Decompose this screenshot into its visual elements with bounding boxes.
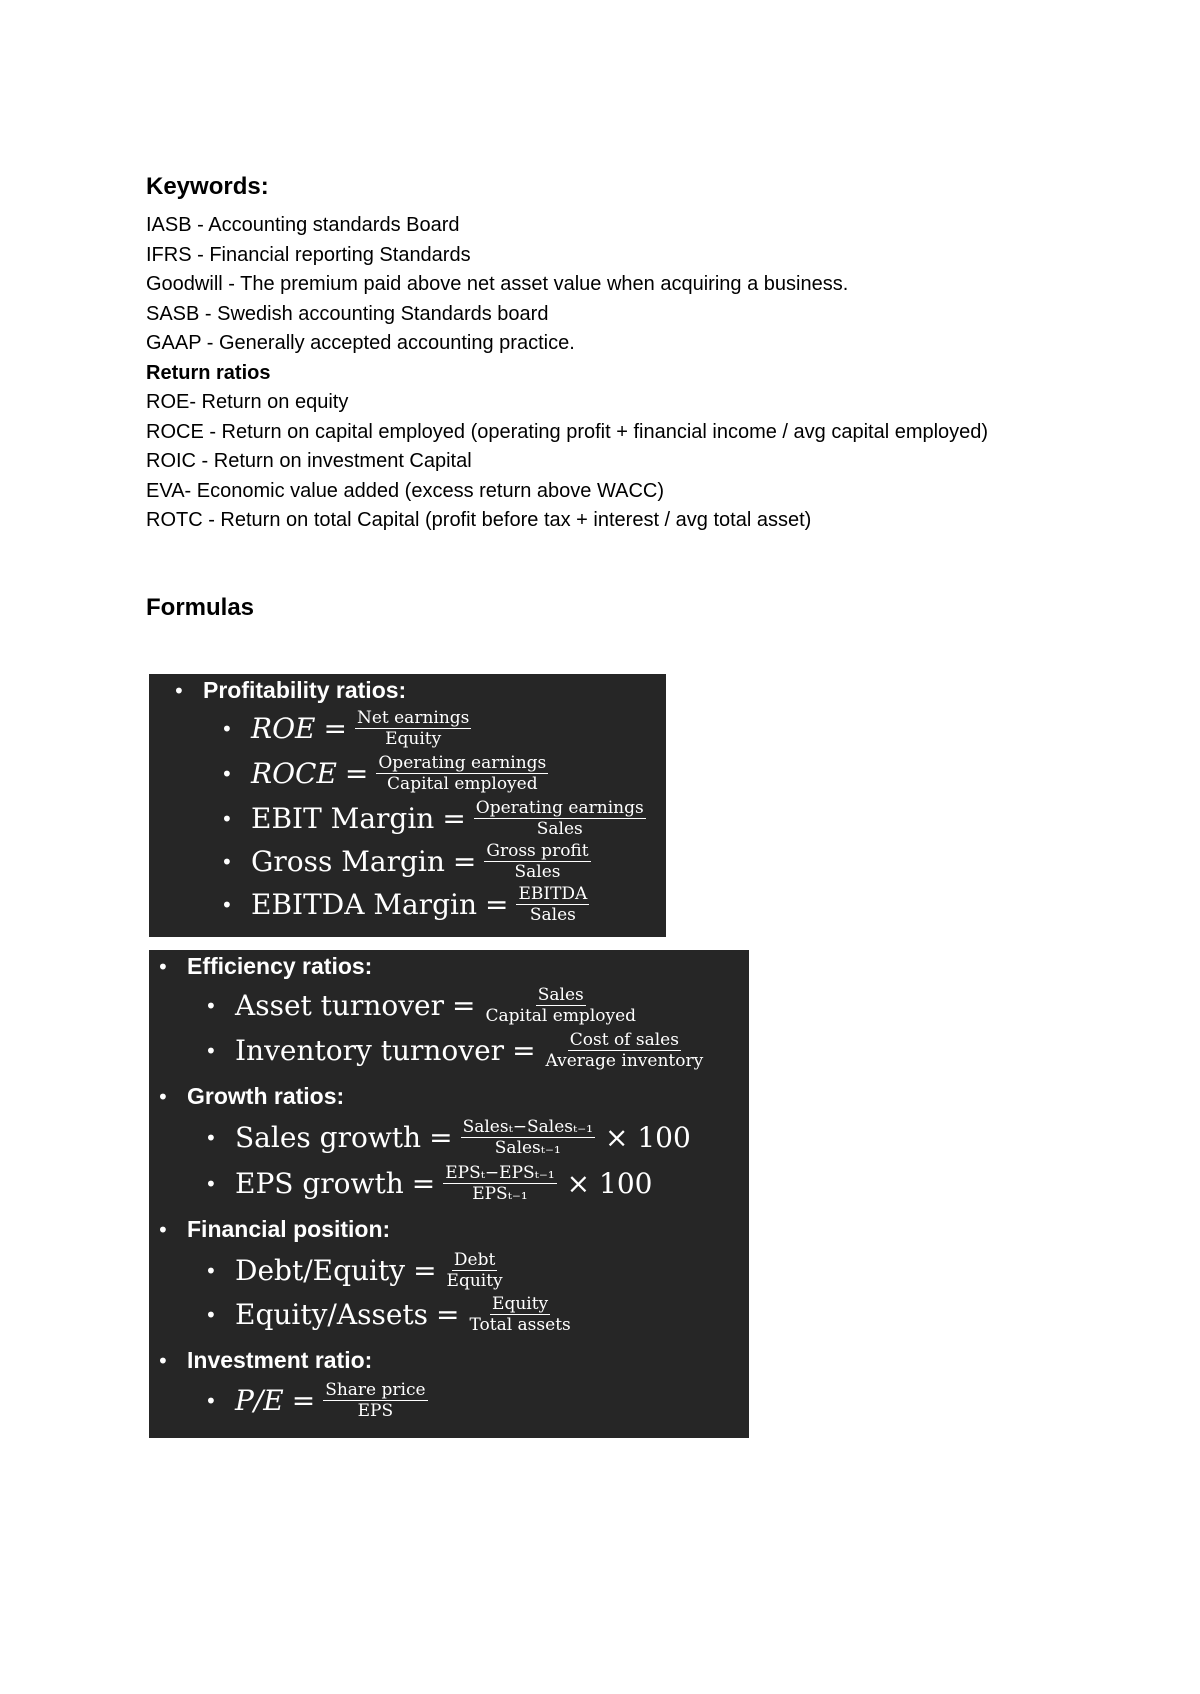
- equals-sign: =: [344, 757, 369, 790]
- formula-lhs: EBITDA Margin: [251, 888, 477, 921]
- formula-ebit-margin: [221, 798, 646, 839]
- numerator: Operating earnings: [475, 798, 644, 818]
- fraction: [323, 1380, 427, 1421]
- numerator: Debt: [453, 1250, 496, 1270]
- formula-roe: [221, 708, 471, 749]
- formula-asset-turnover: [205, 985, 638, 1026]
- equals-sign: =: [411, 1167, 436, 1200]
- equals-sign: =: [452, 989, 476, 1022]
- bullet-icon: •: [205, 1038, 217, 1063]
- equals-sign: =: [429, 1121, 453, 1154]
- section-title: Investment ratio:: [187, 1347, 373, 1373]
- return-ratios-heading: Return ratios: [146, 361, 271, 384]
- numerator: Gross profit: [486, 841, 589, 861]
- denominator: Sales: [536, 819, 583, 839]
- equals-sign: =: [323, 712, 347, 745]
- keyword-line: IASB - Accounting standards Board: [146, 214, 460, 236]
- formula-lhs: EBIT Margin: [251, 802, 435, 835]
- denominator: Sales: [529, 905, 576, 925]
- bullet-icon: •: [205, 1171, 217, 1196]
- fraction: [461, 1117, 595, 1158]
- denominator: Capital employed: [387, 774, 538, 794]
- formula-equity-assets: [205, 1294, 573, 1335]
- section-title: Profitability ratios:: [203, 677, 407, 703]
- formula-lhs: Debt/Equity: [235, 1254, 406, 1287]
- bullet-icon: •: [221, 892, 233, 917]
- equals-sign: =: [413, 1254, 437, 1287]
- formula-lhs: ROCE: [251, 757, 337, 790]
- bullet-icon: •: [157, 1085, 169, 1109]
- formula-lhs: EPS growth: [235, 1167, 404, 1200]
- formula-lhs: ROE: [251, 712, 316, 745]
- numerator: Share price: [325, 1380, 426, 1400]
- fraction: [474, 798, 646, 839]
- denominator: Equity: [385, 729, 442, 749]
- bullet-icon: •: [205, 1125, 217, 1150]
- formula-gross-margin: [221, 841, 591, 882]
- bullet-icon: •: [221, 761, 233, 786]
- keyword-line: GAAP - Generally accepted accounting practice.: [146, 332, 575, 354]
- keyword-line: SASB - Swedish accounting Standards board: [146, 302, 549, 325]
- fraction: [483, 985, 638, 1026]
- fraction: [484, 841, 590, 882]
- formula-roce: [221, 753, 548, 794]
- return-line: ROCE - Return on capital employed (operating profit + financial income / avg capital employed): [146, 420, 989, 443]
- bullet-icon: •: [221, 806, 233, 831]
- formula-lhs: Equity/Assets: [235, 1298, 429, 1331]
- formula-lhs: Inventory turnover: [235, 1034, 505, 1067]
- fraction: [355, 708, 471, 749]
- equals-sign: =: [512, 1034, 536, 1067]
- numerator: Equity: [492, 1294, 549, 1314]
- formula-debt-equity: [205, 1250, 505, 1291]
- formula-lhs: P/E: [235, 1384, 284, 1417]
- section-financial-position: [157, 1216, 390, 1243]
- bullet-icon: •: [205, 1302, 217, 1327]
- numerator: Net earnings: [356, 708, 470, 728]
- bullet-icon: •: [205, 1388, 217, 1413]
- fraction: [516, 884, 589, 925]
- denominator: Capital employed: [485, 1006, 637, 1026]
- denominator: Total assets: [469, 1315, 571, 1335]
- formula-pe: [205, 1380, 428, 1421]
- section-profitability: [173, 677, 406, 704]
- bullet-icon: •: [173, 679, 185, 703]
- multiplier: × 100: [566, 1167, 653, 1200]
- denominator: Equity: [446, 1271, 503, 1291]
- section-title: Financial position:: [187, 1216, 391, 1242]
- bullet-icon: •: [157, 1218, 169, 1242]
- bullet-icon: •: [205, 993, 217, 1018]
- fraction: [467, 1294, 572, 1335]
- denominator: Average inventory: [545, 1051, 704, 1071]
- equals-sign: =: [291, 1384, 316, 1417]
- ratios-formula-panel: [149, 950, 749, 1438]
- formula-lhs: Sales growth: [235, 1121, 422, 1154]
- formula-lhs: Gross Margin: [251, 845, 445, 878]
- fraction: [376, 753, 548, 794]
- equals-sign: =: [442, 802, 466, 835]
- numerator: EBITDA: [518, 884, 588, 904]
- equals-sign: =: [484, 888, 509, 921]
- bullet-icon: •: [157, 955, 169, 979]
- bullet-icon: •: [221, 849, 233, 874]
- numerator: Cost of sales: [569, 1030, 679, 1050]
- return-line: ROTC - Return on total Capital (profit before tax + interest / avg total asset): [146, 509, 812, 531]
- section-title: Efficiency ratios:: [187, 953, 373, 979]
- section-efficiency: [157, 953, 372, 980]
- section-title: Growth ratios:: [187, 1083, 345, 1109]
- profitability-formula-panel: [149, 674, 666, 937]
- formulas-heading: Formulas: [146, 593, 255, 621]
- numerator: EPSₜ−EPSₜ₋₁: [445, 1163, 555, 1183]
- keyword-line: Goodwill - The premium paid above net asset value when acquiring a business.: [146, 273, 849, 295]
- section-growth: [157, 1083, 344, 1110]
- return-line: ROE- Return on equity: [146, 391, 349, 413]
- numerator: Operating earnings: [378, 753, 547, 773]
- bullet-icon: •: [221, 716, 233, 741]
- formula-sales-growth: [205, 1117, 691, 1158]
- denominator: EPSₜ₋₁: [472, 1184, 528, 1204]
- equals-sign: =: [436, 1298, 460, 1331]
- fraction: [445, 1250, 505, 1291]
- numerator: Sales: [537, 985, 584, 1005]
- formula-ebitda-margin: [221, 884, 589, 925]
- formula-inventory-turnover: [205, 1030, 705, 1071]
- bullet-icon: •: [157, 1349, 169, 1373]
- denominator: EPS: [357, 1401, 394, 1421]
- numerator: Salesₜ−Salesₜ₋₁: [462, 1117, 593, 1137]
- return-line: ROIC - Return on investment Capital: [146, 450, 472, 472]
- fraction: [443, 1163, 556, 1204]
- bullet-icon: •: [205, 1258, 217, 1283]
- section-investment: [157, 1347, 372, 1374]
- denominator: Salesₜ₋₁: [494, 1138, 561, 1158]
- denominator: Sales: [514, 862, 561, 882]
- multiplier: × 100: [604, 1121, 691, 1154]
- equals-sign: =: [452, 845, 477, 878]
- keywords-heading: Keywords:: [146, 173, 269, 200]
- formula-eps-growth: [205, 1163, 652, 1204]
- return-line: EVA- Economic value added (excess return above WACC): [146, 479, 664, 502]
- formula-lhs: Asset turnover: [235, 989, 445, 1022]
- document-body: [146, 172, 1066, 623]
- keyword-line: IFRS - Financial reporting Standards: [146, 243, 471, 266]
- fraction: [544, 1030, 706, 1071]
